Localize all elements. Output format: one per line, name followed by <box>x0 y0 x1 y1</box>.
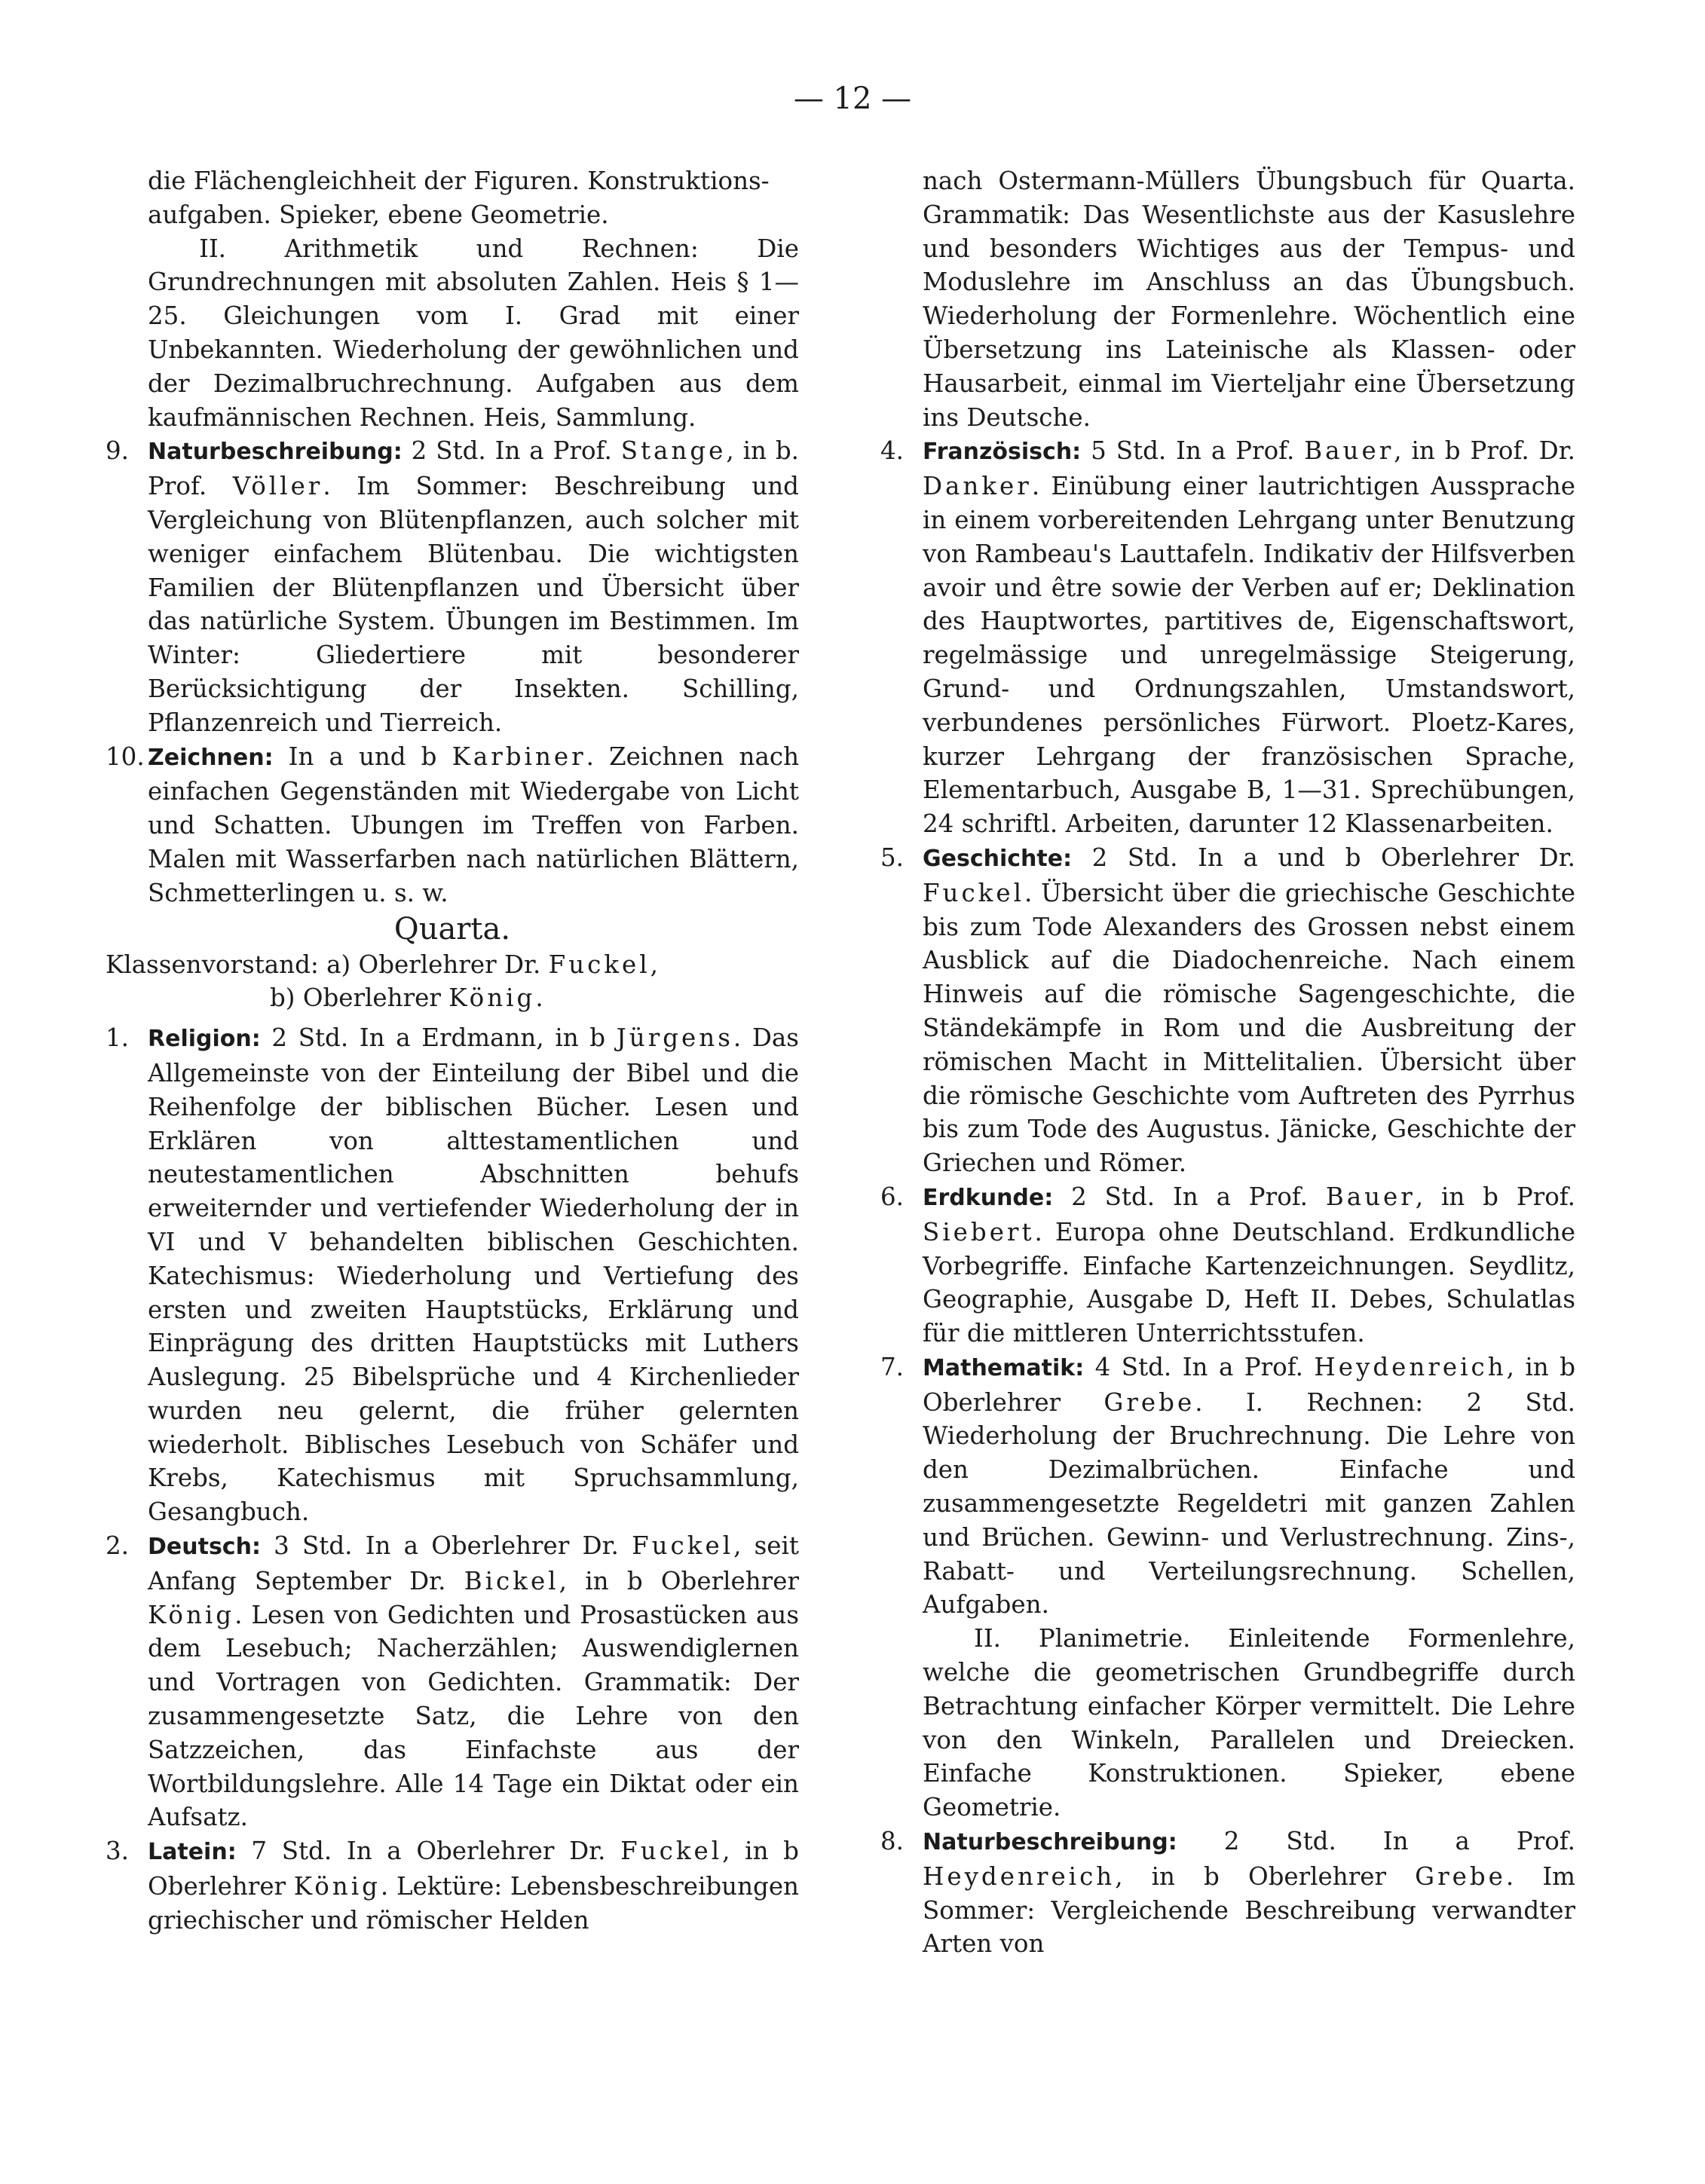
item-text: 4 Std. In a Prof. <box>1084 1352 1315 1381</box>
teacher-name: König <box>448 983 536 1013</box>
teacher-name: Völler <box>232 472 323 501</box>
item-heading: Religion: <box>148 1026 261 1053</box>
item-text: , in b. Prof. <box>148 436 799 501</box>
item-number: 6. <box>880 1182 905 1211</box>
teacher-name: Jürgens <box>616 1023 733 1053</box>
item-text: 2 Std. In a Erdmann, in b <box>260 1023 617 1053</box>
item-text: , in b Oberlehrer <box>923 1352 1575 1417</box>
item-naturbeschreibung-quarta <box>880 1825 1575 1961</box>
item-text: 5 Std. In a Prof. <box>1081 436 1305 466</box>
item-mathematik <box>880 1350 1575 1622</box>
section-title: Quarta. <box>393 911 511 947</box>
item-text: . I. Rechnen: 2 Std. Wiederholung der Bruchrechnung. Die Lehre von den Dezimalbrüchen. Einfache und zusammengesetzte Regeldetri mit ganzen Zahlen und Brüchen. Gewinn- und Verlustrechnung. Zins-, Rabatt- und Verteilungsrechnung. Schellen, Aufgaben. <box>923 1387 1575 1620</box>
teacher-name: Bickel <box>464 1566 559 1595</box>
item-number: 9. <box>106 436 130 466</box>
teacher-name: Fuckel <box>548 950 650 979</box>
item-heading: Naturbeschreibung: <box>148 439 403 466</box>
item-text: . Europa ohne Deutschland. Erdkundliche Vorbegriffe. Einfache Kartenzeichnungen. Seydlitz, Geographie, Ausgabe D, Heft II. Debes, Schulatlas für die mittleren Unterrichtsstufen. <box>923 1217 1575 1348</box>
item-number: 1. <box>106 1023 130 1053</box>
item-text: . Im Sommer: Beschreibung und Vergleichung von Blütenpflanzen, auch solcher mit weniger einfachem Blütenbau. Die wichtigsten Familien der Blütenpflanzen und Übersicht über das natürliche System. Übungen im Bestimmen. Im Winter: Gliedertiere mit besonderer Berücksichtigung der Insekten. Schilling, Pflanzenreich und Tierreich. <box>148 472 799 737</box>
item-number: 4. <box>880 436 905 466</box>
teacher-name: Karbiner <box>452 742 586 771</box>
item-text: 2 Std. In a Prof. <box>1053 1182 1326 1211</box>
arithmetic-paragraph: II. Arithmetik und Rechnen: Die Grundrechnungen mit absoluten Zahlen. Heis § 1—25. Gleichungen vom I. Grad mit einer Unbekannten. Wiederholung der gewöhnlichen und der Dezimalbruchrechnung. Aufgaben aus dem kaufmännischen Rechnen. Heis, Sammlung. <box>148 234 799 432</box>
teacher-name: Heydenreich <box>1314 1352 1507 1381</box>
item-franzoesisch <box>880 434 1575 841</box>
item-text: 3 Std. In a Oberlehrer Dr. <box>260 1531 632 1561</box>
punctuation: , <box>650 950 659 979</box>
item-latein <box>106 1834 799 1937</box>
teacher-name: Fuckel <box>923 878 1025 907</box>
teacher-name: König <box>293 1872 381 1901</box>
teacher-name: Bauer <box>1304 436 1394 466</box>
item-deutsch <box>106 1529 799 1834</box>
item-text: . Das Allgemeinste von der Einteilung der Bibel und die Reihenfolge der biblischen Bücher. Lesen und Erklären von alttestamentlichen und neutestamentlichen Abschnitten behufs erweiternder und vertiefender Wiederholung der in VI und V behandelten biblischen Geschichten. Katechismus: Wiederholung und Vertiefung des ersten und zweiten Hauptstücks, Erklärung und Einprägung des dritten Hauptstücks mit Luthers Auslegung. 25 Bibelsprüche und 4 Kirchenlieder wurden neu gelernt, die früher gelernten wiederholt. Biblisches Lesebuch von Schäfer und Krebs, Katechismus mit Spruchsammlung, Gesangbuch. <box>148 1023 799 1527</box>
teacher-name: Heydenreich <box>923 1861 1116 1891</box>
item-number: 2. <box>106 1531 130 1561</box>
item-number: 5. <box>880 843 905 872</box>
class-teacher-line-1 <box>106 948 799 982</box>
item-text: , in b Oberlehrer <box>148 1837 799 1901</box>
item-heading: Geschichte: <box>923 845 1073 872</box>
item-text: , in b Prof. <box>1415 1182 1575 1211</box>
item-naturbeschreibung <box>106 434 799 739</box>
teacher-name: Bauer <box>1325 1182 1416 1211</box>
class-teacher-text: b) Oberlehrer <box>270 983 449 1013</box>
page-number: — 12 — <box>793 81 912 116</box>
teacher-name: Danker <box>923 472 1032 501</box>
item-zeichnen <box>106 740 799 910</box>
teacher-name: Fuckel <box>620 1837 723 1866</box>
item-erdkunde <box>880 1180 1575 1350</box>
left-column <box>106 164 799 1938</box>
teacher-name: Stange <box>620 436 727 466</box>
item-heading: Deutsch: <box>148 1534 261 1561</box>
item-heading: Naturbeschreibung: <box>923 1829 1177 1856</box>
teacher-name: Siebert <box>923 1217 1035 1246</box>
item-text: 2 Std. In a Prof. <box>402 436 621 466</box>
right-column <box>880 164 1575 1961</box>
continued-paragraph <box>106 164 799 232</box>
latein-continued: nach Ostermann-Müllers Übungsbuch für Quarta. Grammatik: Das Wesentlichste aus der Kasuslehre und besonders Wichtiges aus der Tempus- und Moduslehre im Anschluss an das Übungsbuch. Wiederholung der Formenlehre. Wöchentlich eine Übersetzung ins Lateinische als Klassen- oder Hausarbeit, einmal im Vierteljahr eine Übersetzung ins Deutsche. <box>923 167 1575 432</box>
item-text: 7 Std. In a Oberlehrer Dr. <box>236 1837 621 1866</box>
item-text: , in b Prof. Dr. <box>1394 436 1575 466</box>
item-text: . Lektüre: Lebensbeschreibungen griechischer und römischer Helden <box>148 1872 799 1935</box>
teacher-name: Grebe <box>1104 1387 1195 1417</box>
item-heading: Latein: <box>148 1839 237 1866</box>
item-number: 3. <box>106 1837 130 1866</box>
item-religion <box>106 1021 799 1529</box>
teacher-name: Grebe <box>1415 1861 1506 1891</box>
item-text: , seit Anfang September Dr. <box>148 1531 799 1595</box>
teacher-name: König <box>148 1600 235 1629</box>
teacher-name: Fuckel <box>632 1531 734 1561</box>
item-number: 10. <box>106 742 145 771</box>
item-heading: Französisch: <box>923 439 1082 466</box>
item-number: 7. <box>880 1352 905 1381</box>
item-text: . Im Sommer: Vergleichende Beschreibung verwandter Arten von <box>923 1861 1575 1959</box>
punctuation: . <box>535 983 543 1013</box>
item-geschichte <box>880 841 1575 1180</box>
spacer <box>106 1015 799 1021</box>
item-text: . Lesen von Gedichten und Prosastücken aus dem Lesebuch; Nacherzählen; Auswendiglernen und Vortragen von Gedichten. Grammatik: Der zusammengesetzte Satz, die Lehre von den Satzzeichen, das Einfachste aus der Wortbildungslehre. Alle 14 Tage ein Diktat oder ein Aufsatz. <box>148 1600 799 1832</box>
item-text: , in b Oberlehrer <box>559 1566 799 1595</box>
planimetrie-paragraph: II. Planimetrie. Einleitende Formenlehre, welche die geometrischen Grundbegriffe durch Betrachtung einfacher Körper vermittelt. Die Lehre von den Winkeln, Parallelen und Dreiecken. Einfache Konstruktionen. Spieker, ebene Geometrie. <box>923 1624 1575 1822</box>
class-teacher-line-2 <box>106 981 799 1015</box>
item-text: 2 Std. In a Prof. <box>1177 1827 1575 1856</box>
item-text: , in b Oberlehrer <box>1115 1861 1416 1891</box>
continued-line-2: aufgaben. Spieker, ebene Geometrie. <box>148 200 609 229</box>
continued-line-1: die Flächengleichheit der Figuren. Konstruktions- <box>148 167 770 195</box>
item-heading: Zeichnen: <box>148 744 274 771</box>
item-number: 8. <box>880 1827 905 1856</box>
item-text: . Übersicht über die griechische Geschichte bis zum Tode Alexanders des Grossen nebst einem Ausblick auf die Diadochenreiche. Nach einem Hinweis auf die römische Sagengeschichte, die Ständekämpfe in Rom und die Ausbreitung der römischen Macht in Mittelitalien. Übersicht über die römische Geschichte vom Auftreten des Pyrrhus bis zum Tode des Augustus. Jänicke, Geschichte der Griechen und Römer. <box>923 878 1575 1178</box>
item-text: . Zeichnen nach einfachen Gegenständen mit Wiedergabe von Licht und Schatten. Ubungen im Treffen von Farben. Malen mit Wasserfarben nach natürlichen Blättern, Schmetterlingen u. s. w. <box>148 742 800 907</box>
item-heading: Erdkunde: <box>923 1184 1054 1211</box>
item-text: In a und b <box>273 742 452 771</box>
item-text: . Einübung einer lautrichtigen Aussprache in einem vorbereitenden Lehrgang unter Benutzung von Rambeau's Lauttafeln. Indikativ der Hilfsverben avoir und être sowie der Verben auf er; Deklination des Hauptwortes, partitives de, Eigenschaftswort, regelmässige und unregelmässige Steigerung, Grund- und Ordnungszahlen, Umstandswort, verbundenes persönliches Fürwort. Ploetz-Kares, kurzer Lehrgang der französischen Sprache, Elementarbuch, Ausgabe B, 1—31. Sprechübungen, 24 schriftl. Arbeiten, darunter 12 Klassenarbeiten. <box>923 472 1575 839</box>
class-teacher-label: Klassenvorstand: a) Oberlehrer Dr. <box>106 950 549 979</box>
item-text: 2 Std. In a und b Oberlehrer Dr. <box>1072 843 1575 872</box>
item-heading: Mathematik: <box>923 1354 1085 1381</box>
